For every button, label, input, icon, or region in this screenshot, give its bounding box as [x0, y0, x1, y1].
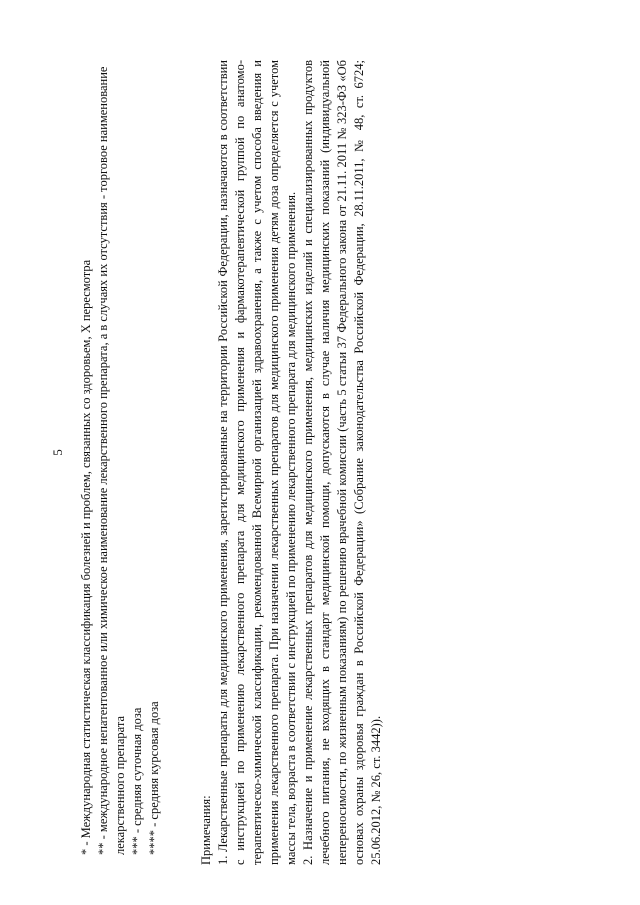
- notes-heading: Примечания:: [199, 795, 213, 865]
- note-item-1: 1. Лекарственные препараты для медицинского применения, зарегистрированные на территории Российской Федерации, назначаются в соответствии с инструкцией по применению лекарственного препарата для медицинского применения и фармакотерапевтической группой по анатомо-терапевтическо-химической классификации, рекомендованной Всемирной организацией здравоохранения, а также с учетом способа введения и применения лекарственного препарата. При назначении лекарственных препаратов для медицинского применения детям доза определяется с учетом массы тела, возраста в соответствии с инструкцией по применению лекарственного препарата для медицинского применения.: [216, 60, 298, 865]
- footnote-icd: * - Международная статистическая классификация болезней и проблем, связанных со здоровьем, X пересмотра: [79, 259, 93, 855]
- footnote-inn: ** - международное непатентованное или химическое наименование лекарственного препарата, а в случаях их отсутствия - торговое наименование лекарственного препарата: [96, 66, 127, 855]
- note-item-2: 2. Назначение и применение лекарственных препаратов для медицинского применения, медицинских изделий и специализированных продуктов лечебного питания, не входящих в стандарт медицинской помощи, допускаются в случае наличия медицинских показаний (индивидуальной непереносимости, по жизненным показаниям) по решению врачебной комиссии (часть 5 статьи 37 Федерального закона от 21.11. 2011 № 323-ФЗ «Об основах охраны здоровья граждан в Российской Федерации» (Собрание законодательства Российской Федерации, 28.11.2011, № 48, ст. 6724; 25.06.2012, № 26, ст. 3442)).: [301, 60, 383, 865]
- rotated-content: [50, 20, 410, 885]
- footnote-course-dose: **** - средняя курсовая доза: [147, 701, 161, 855]
- footnote-daily-dose: *** - средняя суточная доза: [130, 707, 144, 855]
- notes-section: [198, 60, 385, 865]
- page-number: 5: [50, 449, 65, 456]
- footnotes: [78, 65, 163, 855]
